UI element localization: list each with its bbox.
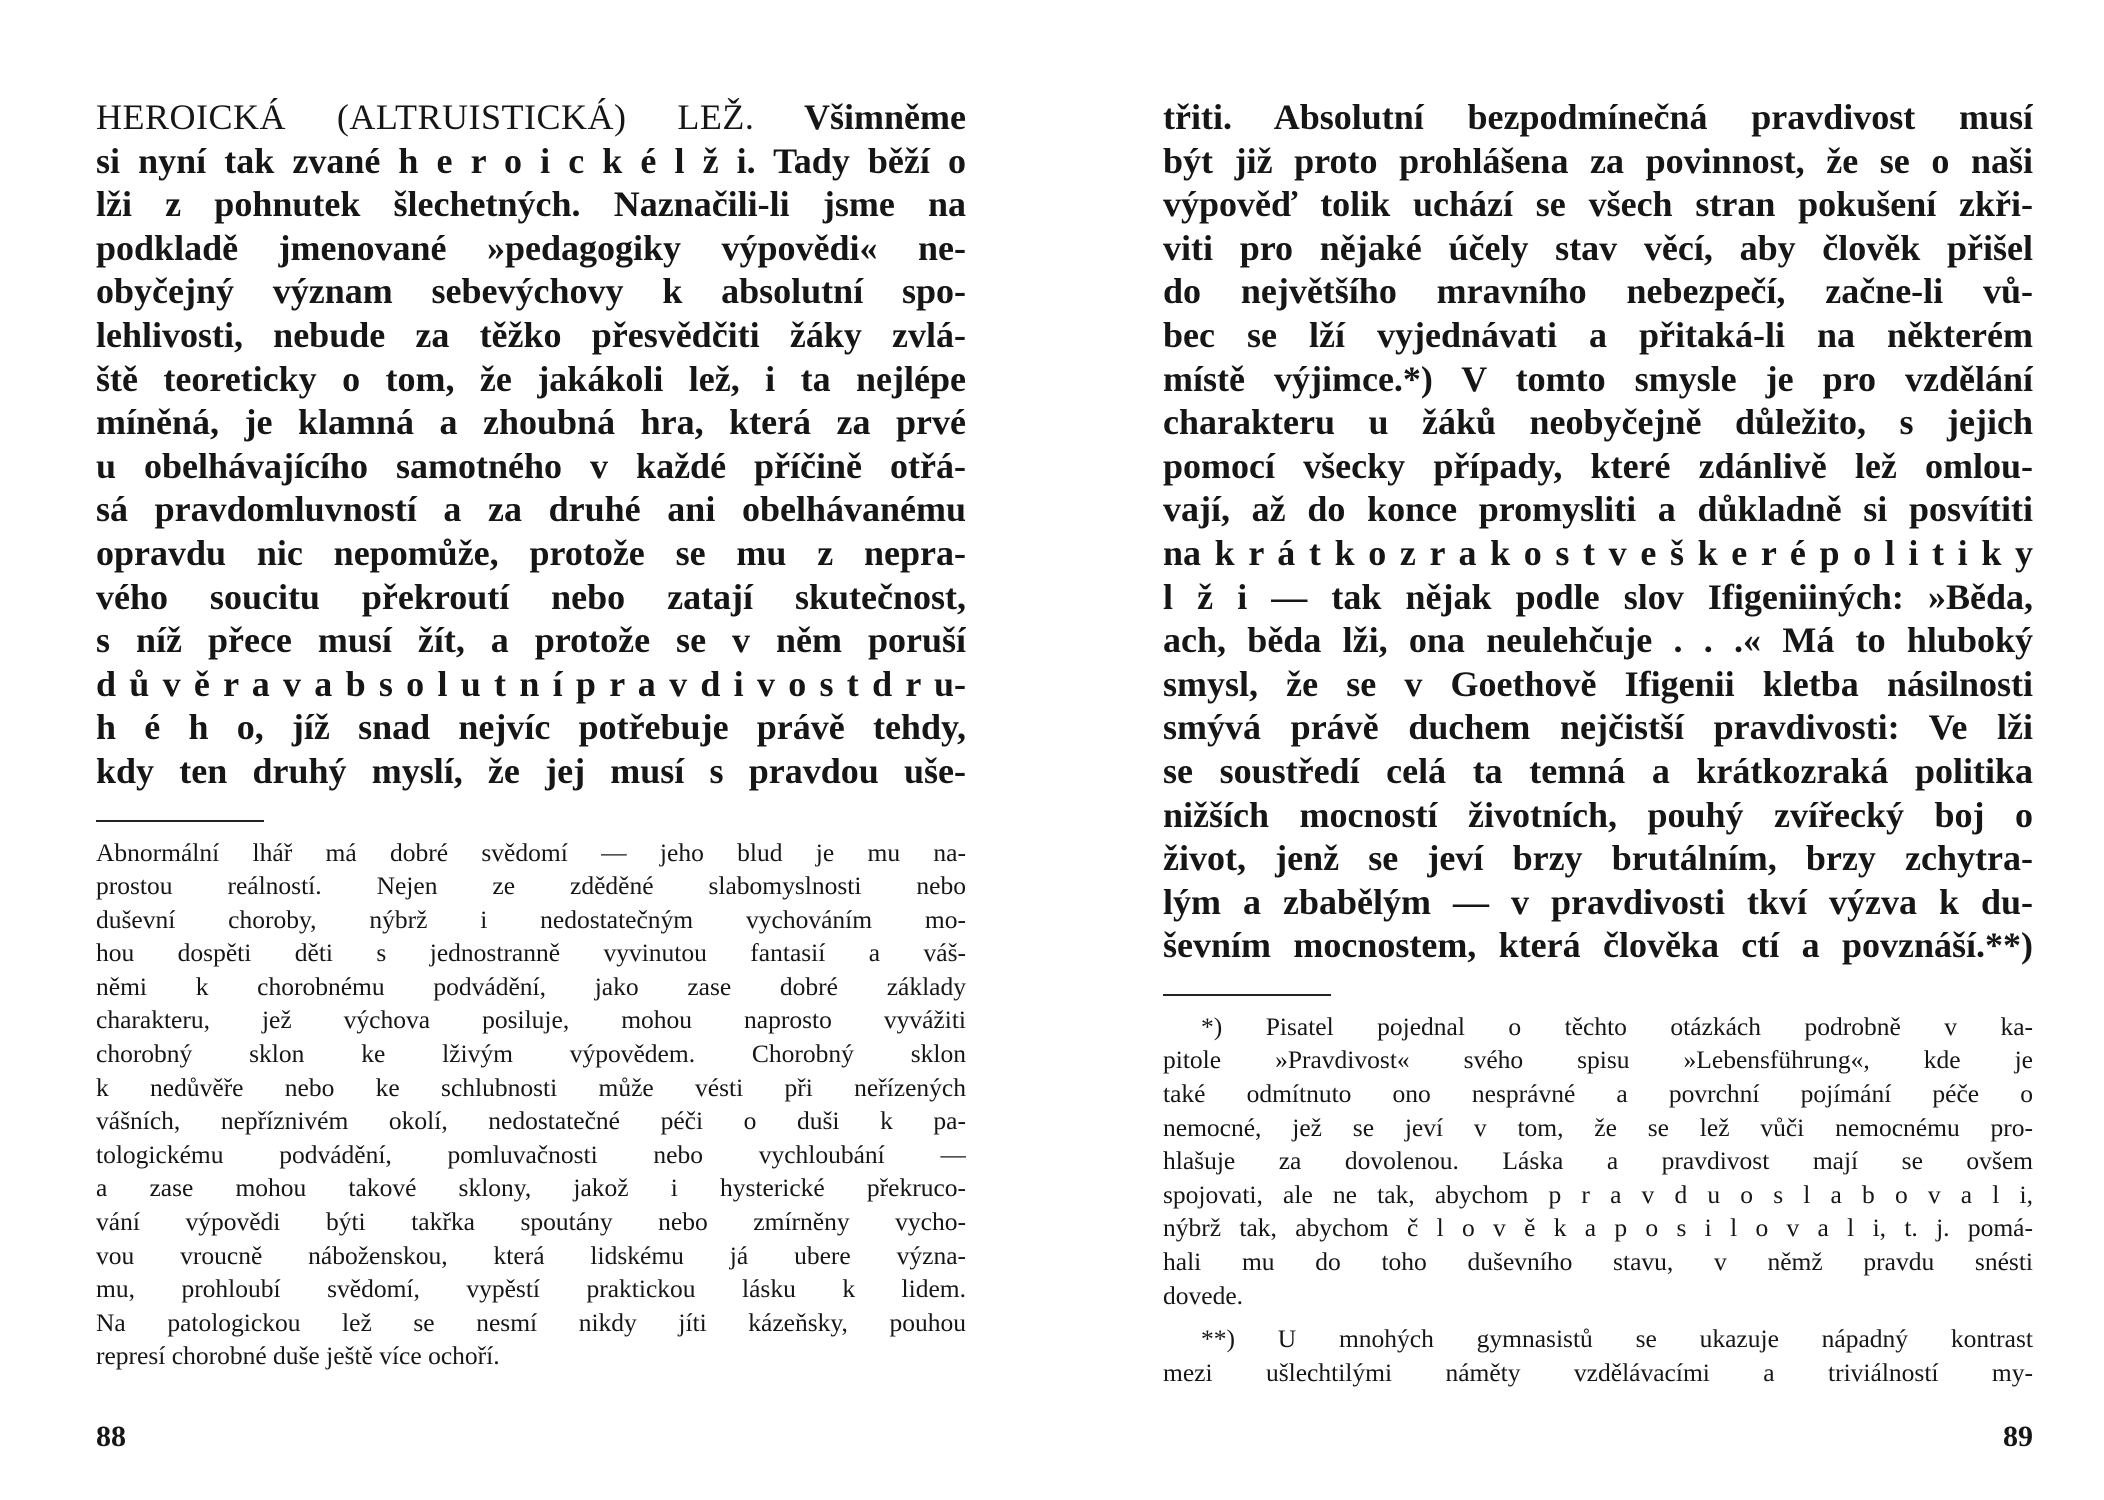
body-line: na k r á t k o z r a k o s t v e š k e r é p o l i t i k y (1163, 532, 2033, 573)
body-line: charakteru u žáků neobyčejně důležito, s jejich (1163, 402, 2033, 443)
right-page-footnote-1 (1163, 1010, 2033, 1312)
footnote-line: hali mu do toho duševního stavu, v němž pravdu snésti (1163, 1247, 2033, 1277)
footnote-line: dovede. (1163, 1280, 1244, 1310)
footnote-line: spojovati, ale ne tak, abychom p r a v d u o s l a b o v a l i, (1163, 1179, 2033, 1209)
body-line: u obelhávajícího samotného v každé příčině otřá- (96, 445, 966, 486)
body-line: do největšího mravního nebezpečí, začne-li vů- (1163, 271, 2033, 312)
body-line: si nyní tak zvané h e r o i c k é l ž i. Tady běží o (96, 140, 966, 181)
footnote-rule (1163, 994, 1331, 996)
right-page-footnote-2 (1163, 1322, 2033, 1389)
body-line: lehlivosti, nebude za těžko přesvědčiti žáky zvlá- (96, 314, 966, 355)
footnote-line: pitole »Pravdivost« svého spisu »Lebensführung«, kde je (1163, 1045, 2033, 1075)
footnote-line: tologickému podvádění, pomluvačnosti nebo vychloubání — (96, 1139, 966, 1169)
body-line: bec se lží vyjednávati a přitaká-li na některém (1163, 314, 2033, 355)
right-page-body-text (1163, 96, 2033, 968)
body-line: h é h o, jíž snad nejvíc potřebuje právě tehdy, (96, 707, 966, 748)
footnote-line: nýbrž tak, abychom č l o v ě k a p o s i l o v a l i, t. j. pomá- (1163, 1213, 2033, 1243)
body-line: ště teoreticky o tom, že jakákoli lež, i ta nejlépe (96, 358, 966, 399)
footnote-line: represí chorobné duše ještě více ochoří. (96, 1341, 500, 1371)
body-line: viti pro nějaké účely stav věcí, aby člověk přišel (1163, 227, 2033, 268)
body-line: život, jenž se jeví brzy brutálním, brzy zchytra- (1163, 838, 2033, 879)
footnote-line: také odmítnuto ono nesprávné a povrchní pojímání péče o (1163, 1079, 2033, 1109)
body-line: vého soucitu překroutí nebo zatají skutečnost, (96, 576, 966, 617)
body-line: kdy ten druhý myslí, že jej musí s pravdou uše- (96, 750, 966, 791)
body-line (96, 96, 966, 140)
body-line: ach, běda lži, ona neulehčuje . . .« Má to hluboký (1163, 620, 2033, 661)
body-line: být již proto prohlášena za povinnost, že se o naši (1163, 140, 2033, 181)
body-line: vají, až do konce promysliti a důkladně si posvítiti (1163, 489, 2033, 530)
footnote-line: mu, prohloubí svědomí, vypěstí praktickou lásku k lidem. (96, 1274, 966, 1304)
body-line: podkladě jmenované »pedagogiky výpovědi« ne- (96, 227, 966, 268)
page-number-left: 88 (96, 1420, 126, 1453)
body-line: třiti. Absolutní bezpodmínečná pravdivost musí (1163, 97, 2033, 137)
body-line: lým a zbabělým — v pravdivosti tkví výzva k du- (1163, 881, 2033, 922)
body-line: nižších mocností životních, pouhý zvířecký boj o (1163, 794, 2033, 835)
footnote-line: duševní choroby, nýbrž i nedostatečným vychováním mo- (96, 904, 966, 934)
footnote-line: Abnormální lhář má dobré svědomí — jeho blud je mu na- (96, 837, 966, 867)
body-line: smysl, že se v Goethově Ifigenii kletba násilnosti (1163, 663, 2033, 704)
body-line: s níž přece musí žít, a protože se v něm poruší (96, 620, 966, 661)
body-line: lži z pohnutek šlechetných. Naznačili-li jsme na (96, 184, 966, 225)
footnote-line: **) U mnohých gymnasistů se ukazuje nápadný kontrast (1201, 1324, 2033, 1354)
body-line: výpověď tolik uchází se všech stran pokušení zkři- (1163, 184, 2033, 225)
body-line: se soustředí celá ta temná a krátkozraká politika (1163, 750, 2033, 791)
footnote-line: vou vroucně náboženskou, která lidskému já ubere význa- (96, 1240, 966, 1270)
body-line: místě výjimce.*) V tomto smysle je pro vzdělání (1163, 358, 2033, 399)
footnote-line: mezi ušlechtilými náměty vzdělávacími a triviálností my- (1163, 1357, 2033, 1387)
left-page-body-text (96, 96, 966, 794)
right-page (1163, 0, 2033, 1500)
footnote-line: a zase mohou takové sklony, jakož i hysterické překruco- (96, 1173, 966, 1203)
left-page (96, 0, 966, 1500)
body-line: pomocí všecky případy, které zdánlivě lež omlou- (1163, 445, 2033, 486)
footnote-line: prostou reálností. Nejen ze zděděné slabomyslnosti nebo (96, 871, 966, 901)
footnote-line: vášních, nepříznivém okolí, nedostatečné péči o duši k pa- (96, 1106, 966, 1136)
footnote-line: hlašuje za dovolenou. Láska a pravdivost mají se ovšem (1163, 1146, 2033, 1176)
footnote-line: Na patologickou lež se nesmí nikdy jíti kázeňsky, pouhou (96, 1307, 966, 1337)
page-number-right: 89 (2003, 1420, 2033, 1453)
body-line: smývá právě duchem nejčistší pravdivosti: Ve lži (1163, 707, 2033, 748)
left-page-footnote (96, 836, 966, 1374)
body-line: míněná, je klamná a zhoubná hra, která za prvé (96, 402, 966, 443)
footnote-line: vání výpovědi býti takřka spoutány nebo zmírněny vycho- (96, 1207, 966, 1237)
footnote-line: k nedůvěře nebo ke schlubnosti může vésti při neřízených (96, 1072, 966, 1102)
section-heading: HEROICKÁ (ALTRUISTICKÁ) LEŽ. (96, 97, 755, 137)
body-line: sá pravdomluvností a za druhé ani obelhávanému (96, 489, 966, 530)
footnote-line: charakteru, jež výchova posiluje, mohou naprosto vyvážiti (96, 1005, 966, 1035)
footnote-line: němi k chorobnému podvádění, jako zase dobré základy (96, 971, 966, 1001)
body-line-text: Všimněme (804, 97, 966, 137)
body-line: ševním mocnostem, která člověka ctí a povznáší.**) (1163, 925, 2033, 966)
footnote-line: chorobný sklon ke lživým výpovědem. Chorobný sklon (96, 1039, 966, 1069)
body-line: opravdu nic nepomůže, protože se mu z nepra- (96, 532, 966, 573)
footnote-rule (96, 820, 264, 822)
body-line: d ů v ě r a v a b s o l u t n í p r a v d i v o s t d r u- (96, 663, 966, 704)
footnote-line: hou dospěti děti s jednostranně vyvinutou fantasií a váš- (96, 938, 966, 968)
body-line: l ž i — tak nějak podle slov Ifigeniiných: »Běda, (1163, 576, 2033, 617)
footnote-line: *) Pisatel pojednal o těchto otázkách podrobně v ka- (1201, 1011, 2033, 1041)
footnote-line: nemocné, jež se jeví v tom, že se lež vůči nemocnému pro- (1163, 1112, 2033, 1142)
body-line: obyčejný význam sebevýchovy k absolutní spo- (96, 271, 966, 312)
